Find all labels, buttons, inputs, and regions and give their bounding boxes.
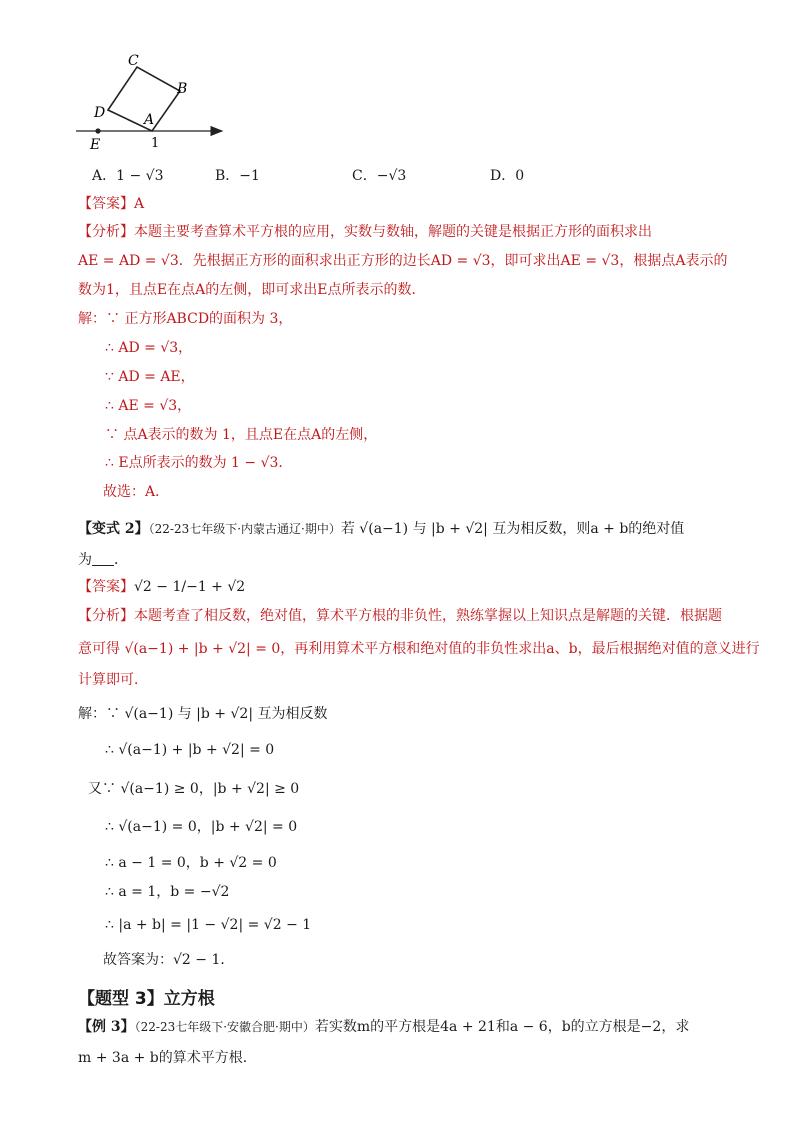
q3-stem-text-1: 若实数m的平方根是4a + 21和a − 6，b的立方根是−2，求 xyxy=(314,1019,690,1035)
q2-answer xyxy=(78,577,245,597)
q1-answer xyxy=(78,194,144,214)
q1-analysis-line-1 xyxy=(78,222,652,242)
q3-stem-line-2: m + 3a + b的算术平方根． xyxy=(78,1050,257,1066)
label-b: B xyxy=(177,81,188,97)
q2-label: 【变式 2】 xyxy=(78,521,149,537)
label-a: A xyxy=(144,112,155,128)
q2-analysis-line-3: 计算即可． xyxy=(78,672,148,688)
q1-solution-7: 故选：A． xyxy=(103,484,170,500)
option-c: C．−√3 xyxy=(352,168,407,184)
q1-solution-5: ∵ 点A表示的数为 1，且点E在点A的左侧， xyxy=(105,427,378,443)
q2-source: （22-23七年级下·内蒙古通辽·期中） xyxy=(148,522,341,536)
q2-answer-label: 【答案】 xyxy=(78,579,134,595)
q1-solution-2: ∴ AD = √3， xyxy=(105,340,193,356)
q1-solution-3: ∵ AD = AE， xyxy=(105,369,195,385)
q1-solution-6: ∴ E点所表示的数为 1 − √3． xyxy=(105,455,293,471)
q3-label: 【例 3】 xyxy=(78,1019,135,1035)
q1-analysis-line-3: 数为1，且点E在点A的左侧，即可求出E点所表示的数． xyxy=(78,282,426,298)
label-c: C xyxy=(128,53,139,69)
q2-stem-line-1 xyxy=(78,519,684,539)
q2-stem-prefix: 为 xyxy=(78,552,92,568)
q1-solution-1: 解：∵ 正方形ABCD的面积为 3， xyxy=(78,311,293,327)
option-a: A．1 − √3 xyxy=(92,168,164,184)
q2-stem-text-1: 若 √(a−1) 与 |b + √2| 互为相反数，则a + b的绝对值 xyxy=(340,521,685,537)
q1-answer-label: 【答案】 xyxy=(78,196,134,212)
q2-analysis-label: 【分析】 xyxy=(78,608,134,624)
q2-stem-line-2 xyxy=(78,550,128,570)
option-b: B．−1 xyxy=(215,168,260,184)
section-title: 【题型 3】立方根 xyxy=(78,989,215,1009)
q2-stem-suffix: ． xyxy=(114,552,128,568)
q1-analysis-label: 【分析】 xyxy=(78,224,134,240)
q2-analysis-line-1 xyxy=(78,606,722,626)
label-one: 1 xyxy=(151,136,160,151)
q2-solution-3: 又∵ √(a−1) ≥ 0，|b + √2| ≥ 0 xyxy=(88,781,300,797)
q2-solution-6: ∴ a = 1，b = −√2 xyxy=(105,884,230,900)
q2-solution-4: ∴ √(a−1) = 0，|b + √2| = 0 xyxy=(105,819,298,835)
q2-solution-7: ∴ |a + b| = |1 − √2| = √2 − 1 xyxy=(105,917,312,933)
q2-analysis-text-1: 本题考查了相反数，绝对值，算术平方根的非负性，熟练掌握以上知识点是解题的关键．根据题 xyxy=(134,608,722,624)
q2-solution-8: 故答案为：√2 − 1． xyxy=(103,952,235,968)
q1-analysis-line-2: AE = AD = √3．先根据正方形的面积求出正方形的边长AD = √3，即可求出AE = √3，根据点A表示的 xyxy=(78,253,728,269)
q2-answer-blank xyxy=(92,551,114,566)
square-number-line-figure xyxy=(70,50,240,160)
label-d: D xyxy=(94,105,106,121)
q3-source: （22-23七年级下·安徽合肥·期中） xyxy=(134,1020,315,1034)
q1-analysis-text-1: 本题主要考查算术平方根的应用，实数与数轴，解题的关键是根据正方形的面积求出 xyxy=(134,224,652,240)
q2-solution-1: 解：∵ √(a−1) 与 |b + √2| 互为相反数 xyxy=(78,706,328,722)
point-e xyxy=(95,128,100,133)
q1-solution-4: ∴ AE = √3， xyxy=(105,398,192,414)
q3-stem-line-1 xyxy=(78,1017,689,1037)
q2-solution-5: ∴ a − 1 = 0，b + √2 = 0 xyxy=(105,855,277,871)
q2-analysis-line-2: 意可得 √(a−1) + |b + √2| = 0，再利用算术平方根和绝对值的非负性求出a、b，最后根据绝对值的意义进行 xyxy=(78,641,760,657)
label-e: E xyxy=(90,137,101,153)
option-d: D．0 xyxy=(490,168,525,184)
q2-answer-value: √2 − 1/−1 + √2 xyxy=(134,579,246,595)
q1-answer-value: A xyxy=(134,196,145,212)
q2-solution-2: ∴ √(a−1) + |b + √2| = 0 xyxy=(105,742,275,758)
